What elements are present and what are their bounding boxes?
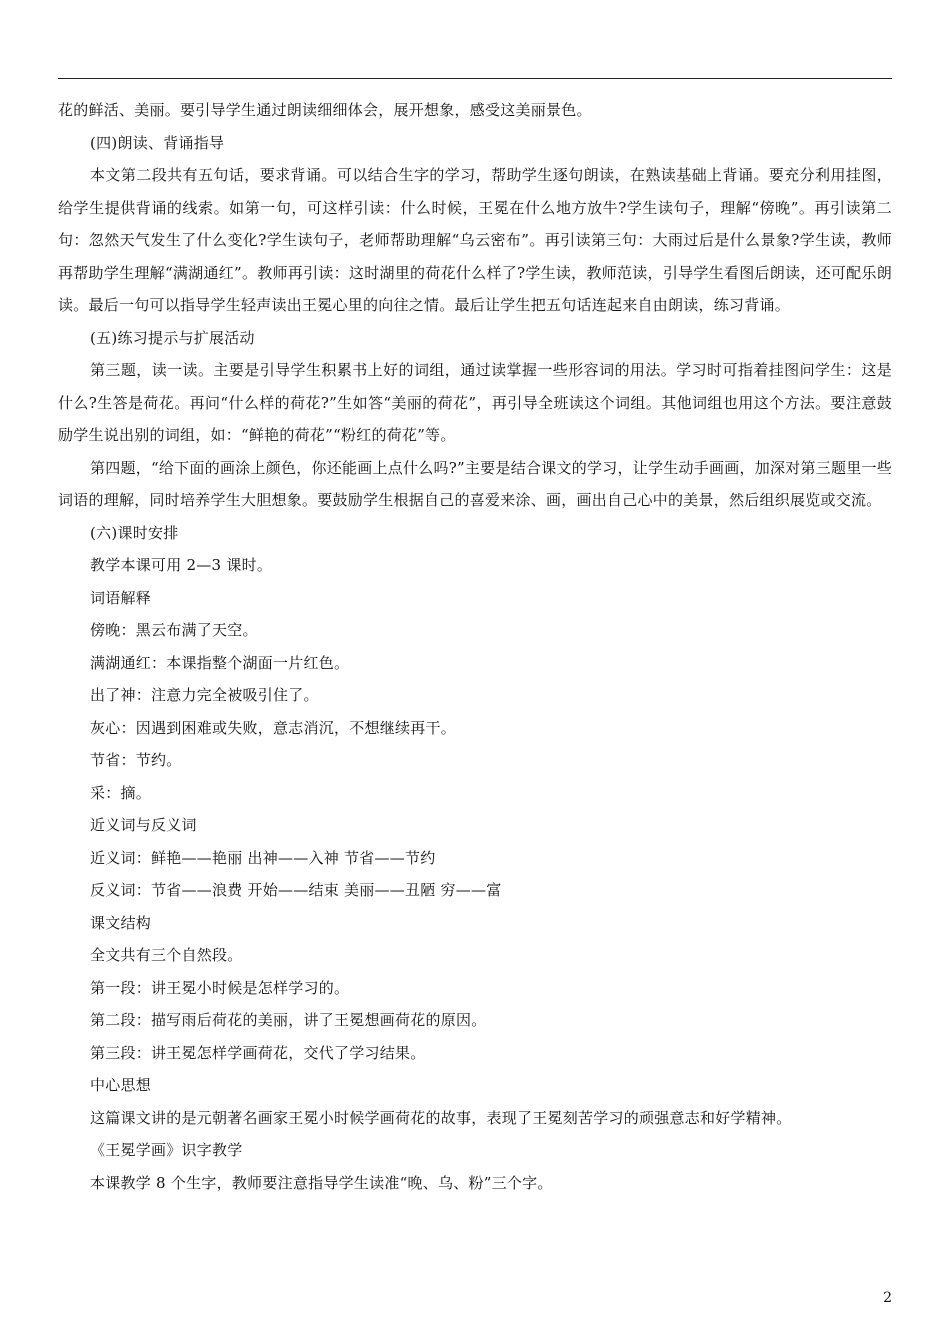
paragraph: 采：摘。 [90, 783, 152, 802]
paragraph: 近义词：鲜艳——艳丽 出神——入神 节省——节约 [90, 848, 436, 867]
page-number: 2 [883, 1290, 892, 1306]
paragraph: 近义词与反义词 [90, 816, 197, 834]
paragraph: 本课教学 8 个生字，教师要注意指导学生读准“晚、乌、粉”三个字。 [90, 1173, 553, 1192]
paragraph: 反义词：节省——浪费 开始——结束 美丽——丑陋 穷——富 [90, 881, 502, 899]
paragraph: 傍晚：黑云布满了天空。 [90, 621, 258, 639]
paragraph: (六)课时安排 [90, 523, 179, 542]
paragraph: 第二段：描写雨后荷花的美丽，讲了王冕想画荷花的原因。 [90, 1011, 487, 1029]
paragraph: 《王冕学画》识字教学 [90, 1141, 243, 1159]
header-rule [58, 78, 892, 79]
paragraph: 这篇课文讲的是元朝著名画家王冕小时候学画荷花的故事，表现了王冕刻苦学习的顽强意志和好学精神。 [90, 1108, 792, 1127]
paragraph: 节省：节约。 [90, 751, 182, 769]
paragraph: 全文共有三个自然段。 [90, 946, 243, 964]
paragraph: 灰心：因遇到困难或失败，意志消沉，不想继续再干。 [90, 718, 457, 737]
paragraph: 教学本课可用 2—3 课时。 [90, 556, 273, 574]
paragraph: 出了神：注意力完全被吸引住了。 [90, 686, 319, 704]
paragraph: 第三段：讲王冕怎样学画荷花，交代了学习结果。 [90, 1043, 426, 1062]
paragraph: 满湖通红：本课指整个湖面一片红色。 [90, 653, 350, 672]
paragraph: 中心思想 [90, 1076, 152, 1094]
paragraph: (四)朗读、背诵指导 [90, 133, 225, 152]
paragraph: 词语解释 [90, 588, 152, 607]
paragraph: 第一段：讲王冕小时候是怎样学习的。 [90, 978, 350, 997]
paragraph: 第四题，“给下面的画涂上颜色，你还能画上点什么吗?”主要是结合课文的学习，让学生动手画画，加深对第三题里一些词语的理解，同时培养学生大胆想象。要鼓励学生根据自己的喜爱来涂、画，画出自己心中的美景，然后组织展览或交流。 [58, 458, 892, 509]
paragraph: (五)练习提示与扩展活动 [90, 328, 255, 347]
paragraph: 本文第二段共有五句话，要求背诵。可以结合生字的学习，帮助学生逐句朗读，在熟读基础上背诵。要充分利用挂图，给学生提供背诵的线索。如第一句，可这样引读：什么时候，王冕在什么地方放牛?学生读句子，理解“傍晚”。再引读第二句：忽然天气发生了什么变化?学生读句子，老师帮助理解“乌云密布”。再引读第三句：大雨过后是什么景象?学生读，教师再帮助学生理解“满湖通红”。教师再引读：这时湖里的荷花什么样了?学生读，教师范读，引导学生看图后朗读，还可配乐朗读。最后一句可以指导学生轻声读出王冕心里的向往之情。最后让学生把五句话连起来自由朗读，练习背诵。 [58, 166, 892, 314]
paragraph: 花的鲜活、美丽。要引导学生通过朗读细细体会，展开想象，感受这美丽景色。 [58, 101, 592, 119]
paragraph: 课文结构 [90, 913, 152, 932]
document-body [58, 94, 892, 1199]
paragraph: 第三题，读一读。主要是引导学生积累书上好的词组，通过读掌握一些形容词的用法。学习时可指着挂图问学生：这是什么?生答是荷花。再问“什么样的荷花?”生如答“美丽的荷花”，再引导全班读这个词组。其他词组也用这个方法。要注意鼓励学生说出别的词组，如：“鲜艳的荷花”“粉红的荷花”等。 [58, 361, 892, 444]
